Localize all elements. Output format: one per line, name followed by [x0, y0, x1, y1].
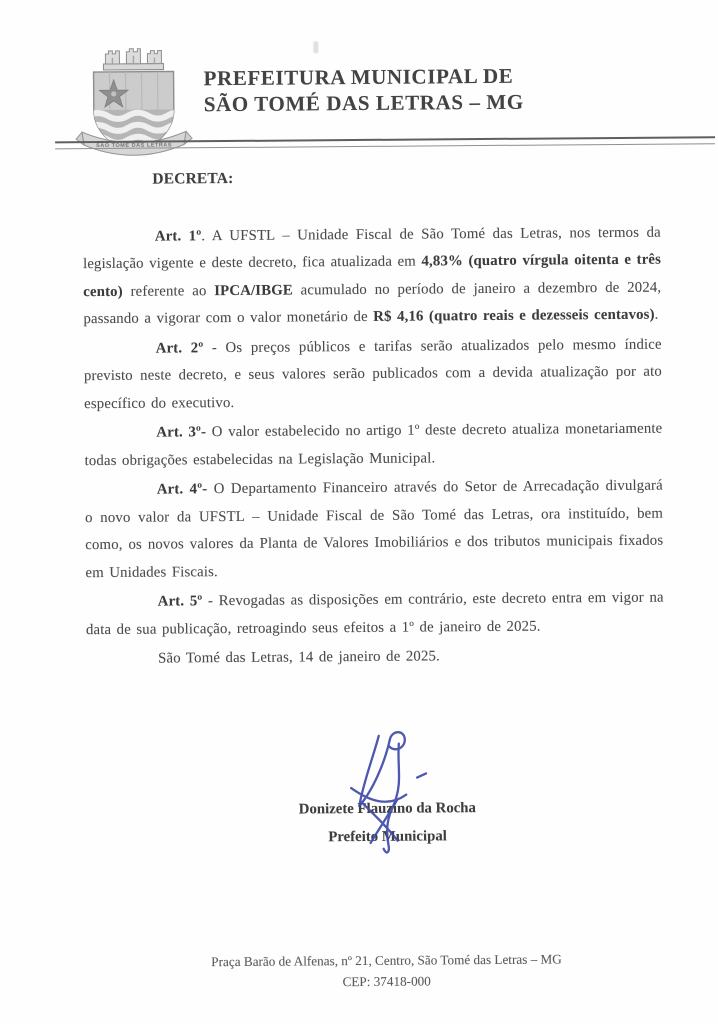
article-1-bold-value: R$ 4,16 (quatro reais e dezesseis centavos) [373, 306, 655, 325]
article-1-paragraph [83, 219, 662, 334]
article-3-paragraph [84, 416, 662, 476]
article-1-text: . A UFSTL – Unidade Fiscal de São Tomé das Letras, nos termos da legislação vigente e deste decreto, fica atualizada em [82, 224, 661, 273]
article-2-number: Art. 2º [155, 339, 204, 357]
crest-banner-text: SÃO TOMÉ DAS LETRAS [96, 142, 173, 150]
article-2-text: - Os preços públicos e tarifas serão atualizados pelo mesmo índice previsto neste decreto, e seus valores serão publicados com a devida atualização por ato específico do executivo. [83, 336, 662, 412]
article-3-number: Art. 3º- [156, 424, 207, 441]
article-2-paragraph [84, 331, 663, 418]
article-5-paragraph [86, 585, 664, 645]
decree-body [82, 162, 664, 676]
article-5-text: - Revogadas as disposições em contrário, este decreto entra em vigor na data de sua publicação, retroagindo seus efeitos a 1º de janeiro de 2025. [85, 589, 664, 638]
crest-crown [103, 49, 163, 70]
footer-cep: CEP: 37418-000 [342, 973, 431, 990]
signature-ink-icon [339, 727, 440, 863]
scan-artifact-mark [313, 41, 318, 53]
article-4-paragraph [85, 473, 664, 588]
header-title [203, 62, 583, 117]
article-1-text: acumulado no período de janeiro a dezembro de 2024, passando a vigorar com o valor monetário de [83, 279, 662, 328]
article-1-text: referente ao [122, 282, 215, 300]
article-5-number: Art. 5º [157, 593, 203, 610]
article-1-bold-percentage: 4,83% (quatro vírgula oitenta e três cento) [83, 251, 662, 300]
decreta-label: DECRETA: [152, 169, 234, 188]
article-1-number: Art. 1º [154, 227, 202, 245]
header-title-line1: PREFEITURA MUNICIPAL DE [203, 63, 514, 91]
article-3-text: O valor estabelecido no artigo 1º deste decreto atualiza monetariamente todas obrigações estabelecidas na Legislação Municipal. [84, 420, 663, 469]
article-4-number: Art. 4º- [156, 481, 208, 498]
article-1-text: . [654, 306, 659, 323]
article-1-bold-index: IPCA/IBGE [214, 282, 293, 299]
signatory-name: Donizete Flauzino da Rocha [298, 800, 476, 818]
header-title-line2: SÃO TOMÉ DAS LETRAS – MG [203, 89, 524, 117]
page-footer [3, 947, 718, 995]
footer-address: Praça Barão de Alfenas, nº 21, Centro, São Tomé das Letras – MG [211, 951, 562, 970]
article-4-text: O Departamento Financeiro através do Setor de Arrecadação divulgará o novo valor da UFSTL – Unidade Fiscal de São Tomé das Letras, ora instituído, bem como, os novos valores da Planta de Valores Imobiliários e dos tributos municipais fixados em Unidades Fiscais. [84, 477, 664, 581]
signatory-role: Prefeito Municipal [328, 828, 447, 846]
date-line: São Tomé das Letras, 14 de janeiro de 2025. [158, 648, 440, 667]
